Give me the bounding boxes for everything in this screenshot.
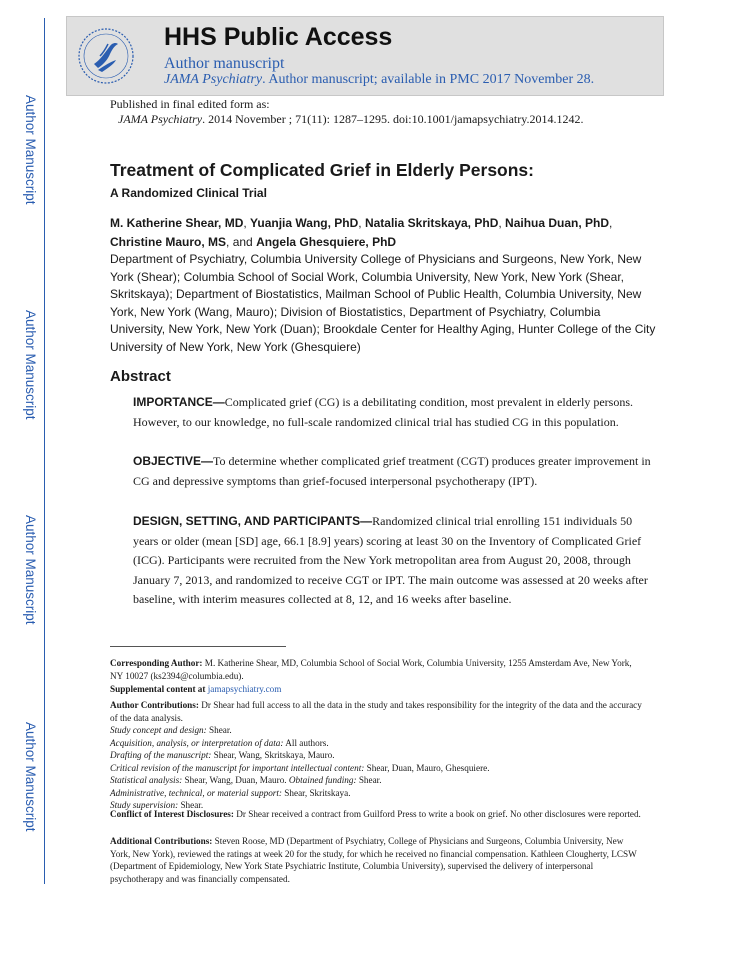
coi-text: Dr Shear received a contract from Guilford Press to write a book on grief. No other disclosures were reported. [236, 809, 641, 819]
abstract-heading: Abstract [110, 368, 171, 385]
crit-text: Shear, Duan, Mauro, Ghesquiere. [366, 762, 490, 773]
acq-label: Acquisition, analysis, or interpretation of data: [110, 737, 284, 748]
corr-label: Corresponding Author: [110, 658, 203, 668]
article-title: Treatment of Complicated Grief in Elderly Persons: [110, 160, 534, 180]
supplemental-content [110, 683, 645, 696]
importance-text: Complicated grief (CG) is a debilitating condition, most prevalent in elderly persons. However, to our knowledge, no full-scale randomized clinical trial has studied CG in this population. [133, 395, 634, 429]
fund-text: Shear. [358, 775, 382, 785]
superv-text: Shear. [180, 800, 204, 810]
acq-text: All authors. [285, 737, 329, 748]
header-availability-text: . Author manuscript; available in PMC 2017 November 28. [262, 72, 595, 87]
publication-citation [118, 112, 584, 127]
contrib-label: Author Contributions: [110, 700, 199, 710]
objective-text: To determine whether complicated grief treatment (CGT) produces greater improvement in CG and depressive symptoms than grief-focused interpersonal psychotherapy (IPT). [133, 454, 651, 488]
draft-label: Drafting of the manuscript: [110, 750, 212, 760]
hhs-header [66, 16, 664, 96]
contrib-line [110, 749, 645, 762]
header-availability [164, 72, 594, 88]
author-conjunction: and [232, 235, 253, 249]
header-subtitle: Author manuscript [164, 55, 285, 72]
draft-text: Shear, Wang, Skritskaya, Mauro. [213, 750, 335, 760]
side-rule [44, 18, 45, 884]
author: Naihua Duan, PhD [505, 216, 610, 230]
side-label: Author Manuscript [23, 722, 38, 832]
admin-text: Shear, Skritskaya. [284, 787, 351, 798]
superv-label: Study supervision: [110, 800, 179, 810]
design-label: DESIGN, SETTING, AND PARTICIPANTS— [133, 514, 373, 528]
contrib-text: Dr Shear had full access to all the data in the study and takes responsibility for the integrity of the data and the accuracy of the data analysis. [110, 700, 642, 723]
footnote-rule [110, 646, 286, 647]
crit-label: Critical revision of the manuscript for important intellectual content: [110, 762, 365, 773]
conflict-of-interest [110, 808, 645, 821]
concept-label: Study concept and design: [110, 725, 207, 735]
additional-contributions [110, 835, 645, 885]
stat-text: Shear, Wang, Duan, Mauro. [184, 775, 287, 785]
abstract-objective [133, 452, 653, 491]
author-list: M. Katherine Shear, MD, Yuanjia Wang, PhD, Natalia Skritskaya, PhD, Naihua Duan, PhD, Christine Mauro, MS, and Angela Ghesquiere, PhD [110, 216, 613, 249]
author: M. Katherine Shear, MD [110, 216, 244, 230]
addl-text: Steven Roose, MD (Department of Psychiatry, College of Physicians and Surgeons, Columbia University, New York, New York), reviewed the ratings at week 20 for the study, for which he received no financial compensation. Kathleen Clougherty, LCSW (Department of Epidemiology, New York State Psychiatric Institute, Columbia University), supervised the delivery of interpersonal psychotherapy and was financially compensated. [110, 836, 637, 884]
objective-label: OBJECTIVE— [133, 454, 214, 468]
citation-text: . 2014 November ; 71(11): 1287–1295. doi:10.1001/jamapsychiatry.2014.1242. [202, 112, 584, 126]
design-text: Randomized clinical trial enrolling 151 individuals 50 years or older (mean [SD] age, 66.1 [8.9] years) scoring at least 30 on the Inventory of Complicated Grief (ICG). Participants were recruited from the New York metropolitan area from August 20, 2008, through January 7, 2013, and randomized to receive CGT or IPT. The main outcome was assessed at 20 weeks after baseline, with interim measures collected at 8, 12, and 16 weeks after baseline. [133, 514, 648, 606]
importance-label: IMPORTANCE— [133, 395, 225, 409]
contrib-line [110, 724, 645, 737]
author-contributions [110, 699, 645, 812]
contrib-line [110, 699, 645, 724]
published-label: Published in final edited form as: [110, 97, 270, 111]
addl-label: Additional Contributions: [110, 836, 213, 846]
admin-label: Administrative, technical, or material support: [110, 787, 282, 798]
abstract-design [133, 512, 653, 610]
supp-link[interactable]: jamapsychiatry.com [207, 684, 282, 694]
corresponding-author [110, 657, 645, 682]
abstract-importance [133, 393, 653, 432]
contrib-line [110, 774, 645, 787]
author: Natalia Skritskaya, PhD [364, 216, 499, 230]
author: Yuanjia Wang, PhD [250, 216, 359, 230]
corr-text: M. Katherine Shear, MD, Columbia School of Social Work, Columbia University, 1255 Amsterdam Ave, New York, NY 10027 (ks2394@columbia.edu). [110, 658, 632, 681]
concept-text: Shear. [209, 725, 232, 735]
author: Angela Ghesquiere, PhD [256, 235, 397, 249]
side-label: Author Manuscript [23, 310, 38, 420]
contrib-line [110, 787, 645, 800]
stat-label: Statistical analysis: [110, 775, 183, 785]
side-label: Author Manuscript [23, 515, 38, 625]
coi-label: Conflict of Interest Disclosures: [110, 809, 234, 819]
hhs-eagle-logo-icon [76, 26, 136, 86]
author: Christine Mauro, MS [110, 235, 227, 249]
affiliations: Department of Psychiatry, Columbia University College of Physicians and Surgeons, New York, New York (Shear); Columbia School of Social Work, Columbia University, New York, New York (Shear, Skritskaya); Department of Biostatistics, Mailman School of Public Health, Columbia University, New York, New York (Wang, Mauro); Division of Biostatistics, Department of Psychiatry, Columbia University, New York, New York (Duan); Brookdale Center for Healthy Aging, Hunter College of the City University of New York, New York (Ghesquiere) [110, 252, 656, 354]
contrib-line [110, 737, 645, 750]
citation-journal: JAMA Psychiatry [118, 112, 203, 126]
side-label: Author Manuscript [23, 95, 38, 205]
fund-label: Obtained funding: [288, 775, 357, 785]
supp-label: Supplemental content at [110, 684, 206, 694]
header-journal: JAMA Psychiatry [164, 72, 263, 87]
article-subtitle: A Randomized Clinical Trial [110, 186, 267, 200]
header-title: HHS Public Access [164, 23, 393, 51]
contrib-line [110, 762, 645, 775]
